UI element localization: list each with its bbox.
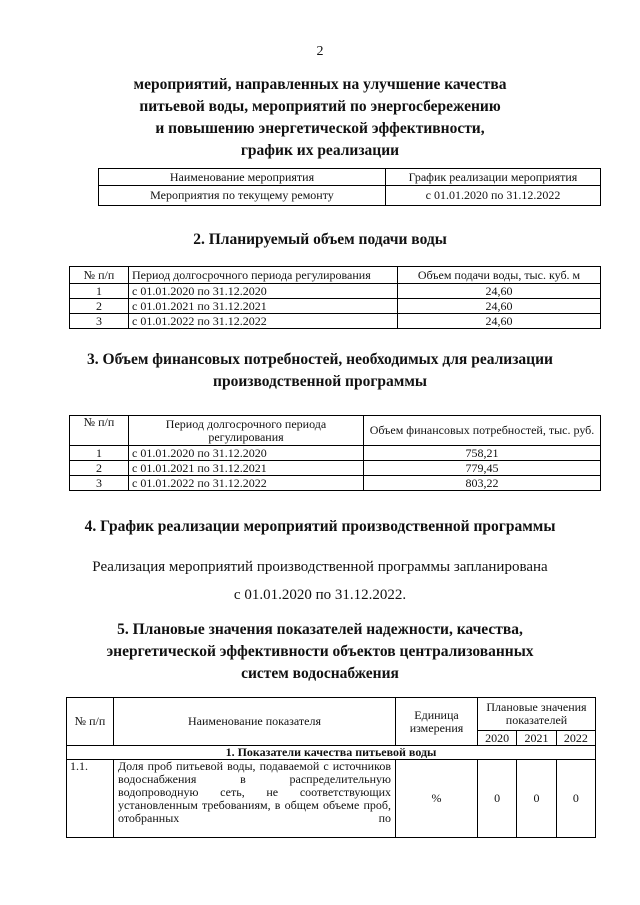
row-num: 1: [70, 284, 129, 299]
indicators-year-2022: 2022: [556, 731, 595, 746]
row-num: 1: [70, 446, 129, 461]
heading-line: питьевой воды, мероприятий по энергосбережению: [139, 98, 501, 115]
measures-header-name: Наименование мероприятия: [99, 169, 386, 186]
indicator-value-2021: 0: [517, 760, 556, 838]
water-header-volume: Объем подачи воды, тыс. куб. м: [398, 267, 601, 284]
section4-title: 4. График реализации мероприятий производственной программы: [84, 518, 556, 535]
page-number: 2: [316, 44, 324, 59]
row-period: с 01.01.2020 по 31.12.2020: [129, 446, 364, 461]
row-num: 3: [70, 314, 129, 329]
section3-title-line: производственной программы: [213, 373, 427, 390]
indicator-value-2022: 0: [556, 760, 595, 838]
water-header-period: Период долгосрочного периода регулирования: [129, 267, 398, 284]
row-amount: 779,45: [364, 461, 601, 476]
water-header-num: № п/п: [70, 267, 129, 284]
heading-line: мероприятий, направленных на улучшение качества: [133, 76, 507, 93]
section5-title: [0, 619, 640, 685]
measures-cell-schedule: с 01.01.2020 по 31.12.2022: [386, 186, 601, 206]
row-period: с 01.01.2021 по 31.12.2021: [129, 461, 364, 476]
finance-header-amount: Объем финансовых потребностей, тыс. руб.: [364, 416, 601, 446]
indicators-header-planned: Плановые значения показателей: [478, 698, 596, 731]
row-volume: 24,60: [398, 314, 601, 329]
indicators-group-title: 1. Показатели качества питьевой воды: [67, 746, 596, 760]
table-row: [70, 284, 601, 299]
section4-paragraph: [0, 553, 640, 609]
indicator-name: Доля проб питьевой воды, подаваемой с источников водоснабжения в распределительную водопроводную сеть, не соответствующих установленным требованиям, в общем объеме проб, отобранных по: [114, 760, 396, 838]
water-supply-table: [69, 266, 601, 329]
row-amount: 758,21: [364, 446, 601, 461]
indicator-unit: %: [396, 760, 478, 838]
row-period: с 01.01.2020 по 31.12.2020: [129, 284, 398, 299]
measures-cell-name: Мероприятия по текущему ремонту: [99, 186, 386, 206]
row-num: 3: [70, 476, 129, 491]
table-row: [70, 461, 601, 476]
measures-table: [98, 168, 601, 206]
indicator-num: 1.1.: [67, 760, 114, 838]
section3-title: [0, 349, 640, 393]
row-volume: 24,60: [398, 299, 601, 314]
table-row: [67, 760, 596, 838]
table-row: [70, 314, 601, 329]
indicator-value-2020: 0: [478, 760, 517, 838]
table-row: [70, 476, 601, 491]
indicators-table: [66, 697, 596, 838]
section5-title-line: систем водоснабжения: [241, 665, 399, 682]
heading-line: график их реализации: [240, 142, 400, 159]
heading-line: и повышению энергетической эффективности,: [155, 120, 485, 137]
finance-header-num: № п/п: [70, 416, 129, 446]
indicators-year-2020: 2020: [478, 731, 517, 746]
indicators-header-name: Наименование показателя: [114, 698, 396, 746]
finance-table: [69, 415, 601, 491]
row-volume: 24,60: [398, 284, 601, 299]
row-num: 2: [70, 461, 129, 476]
section5-title-line: энергетической эффективности объектов централизованных: [106, 643, 534, 660]
row-period: с 01.01.2022 по 31.12.2022: [129, 476, 364, 491]
indicators-year-2021: 2021: [517, 731, 556, 746]
section3-title-line: 3. Объем финансовых потребностей, необходимых для реализации: [87, 351, 553, 368]
row-num: 2: [70, 299, 129, 314]
measures-header-schedule: График реализации мероприятия: [386, 169, 601, 186]
indicators-header-num: № п/п: [67, 698, 114, 746]
finance-header-period: Период долгосрочного периода регулирования: [129, 416, 364, 446]
table-row: [70, 299, 601, 314]
indicators-header-unit: Единица измерения: [396, 698, 478, 746]
table-row: [70, 446, 601, 461]
section5-title-line: 5. Плановые значения показателей надежности, качества,: [117, 621, 523, 638]
section4-text-line: с 01.01.2020 по 31.12.2022.: [233, 587, 407, 603]
row-period: с 01.01.2021 по 31.12.2021: [129, 299, 398, 314]
section4-text-line: Реализация мероприятий производственной программы запланирована: [92, 559, 548, 575]
heading-continuation: [0, 74, 640, 162]
row-period: с 01.01.2022 по 31.12.2022: [129, 314, 398, 329]
row-amount: 803,22: [364, 476, 601, 491]
section2-title: 2. Планируемый объем подачи воды: [193, 231, 447, 248]
